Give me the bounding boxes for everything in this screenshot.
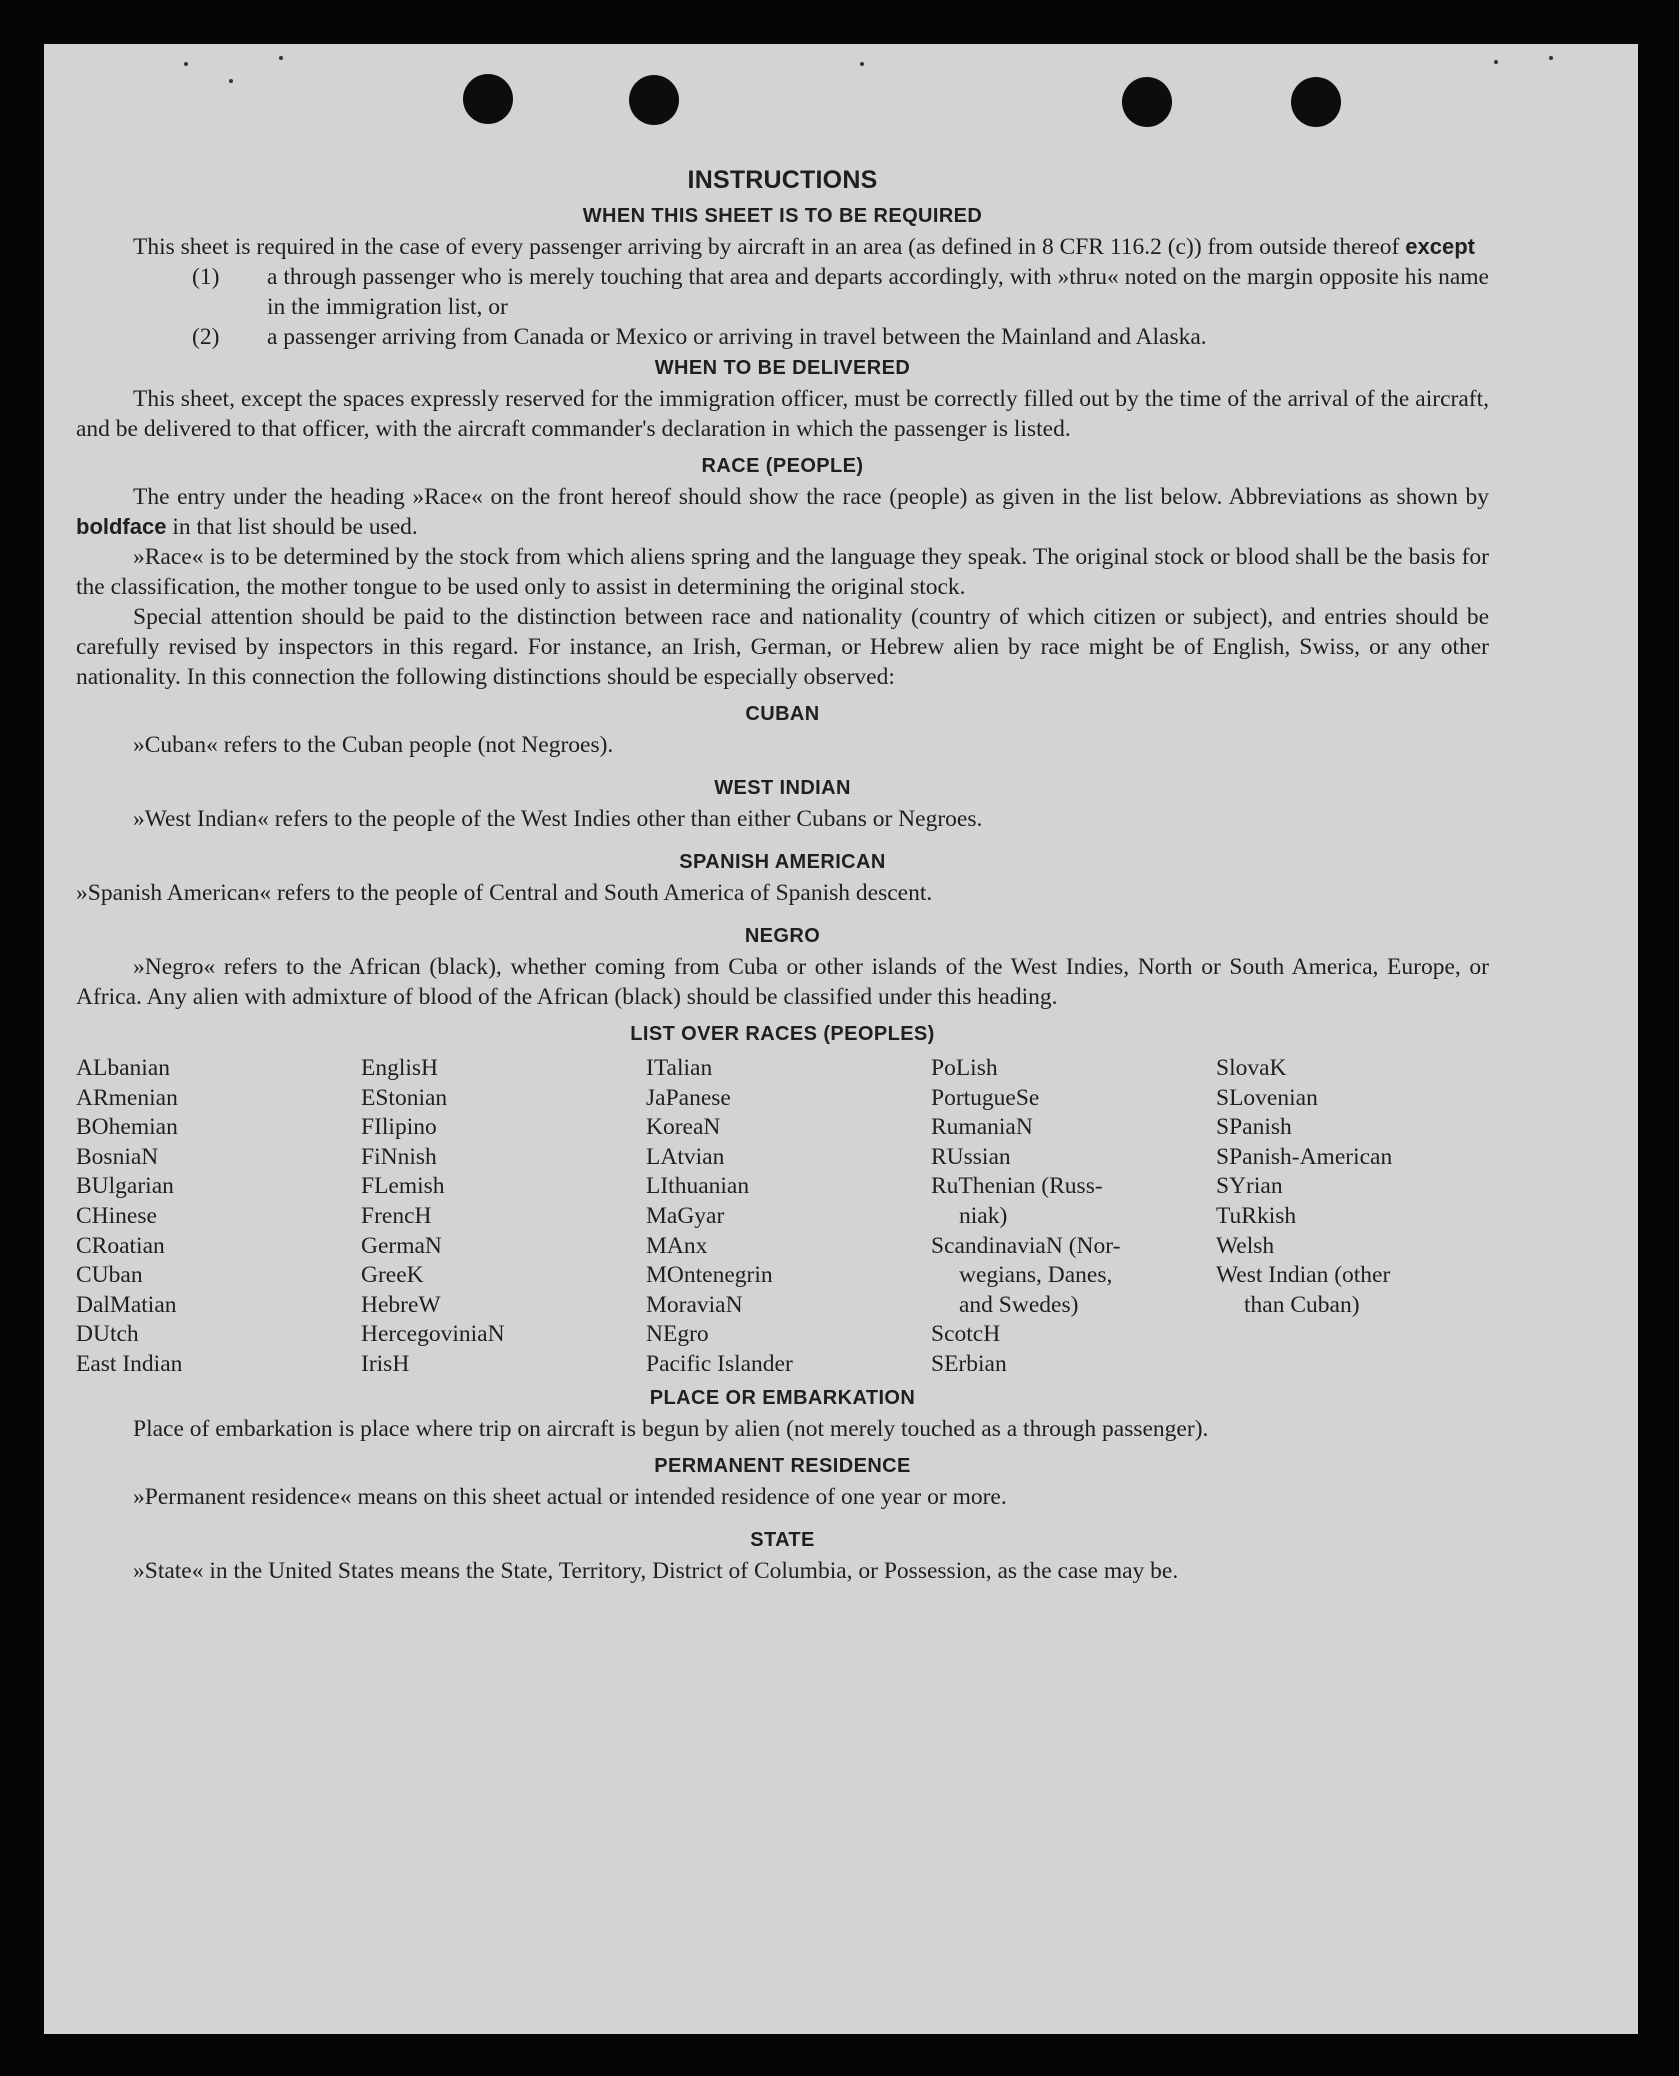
- section-heading-races-list: LIST OVER RACES (PEOPLES): [630, 1023, 935, 1045]
- race-entry: DalMatian: [76, 1291, 177, 1318]
- race-entry: MAnx: [646, 1232, 708, 1259]
- west-indian-text: »West Indian« refers to the people of the West Indies other than either Cubans or Negroes.: [133, 806, 983, 832]
- section-heading-cuban: CUBAN: [745, 703, 820, 725]
- punch-hole: [629, 75, 679, 125]
- dust-speck: [229, 79, 233, 83]
- race-entry: ScandinaviaN (Nor-: [931, 1232, 1121, 1259]
- race-entry: ITalian: [646, 1055, 713, 1081]
- race-entry: GreeK: [361, 1262, 424, 1289]
- race-entry: SPanish: [1216, 1114, 1292, 1141]
- dust-speck: [1494, 60, 1498, 64]
- dust-speck: [184, 62, 188, 66]
- race-entry: GermaN: [361, 1232, 442, 1259]
- race-entry: LIthuanian: [646, 1173, 750, 1200]
- dust-speck: [279, 56, 283, 60]
- race-paragraph-2: »Race« is to be determined by the stock from which aliens spring and the language they speak. The original stock or blood shall be the basis for the classification, the mother tongue to be used only to assist in determining the original stock.: [76, 544, 1489, 600]
- race-entry: SlovaK: [1216, 1055, 1287, 1081]
- section-heading-required: WHEN THIS SHEET IS TO BE REQUIRED: [582, 205, 983, 227]
- race-entry: SLovenian: [1216, 1084, 1318, 1111]
- race-entry: SPanish-American: [1216, 1143, 1393, 1170]
- race-entry: BosniaN: [76, 1143, 159, 1170]
- punch-hole: [463, 74, 513, 124]
- race-entry: CHinese: [76, 1202, 157, 1229]
- races-column: [76, 1054, 361, 1380]
- race-entry: Pacific Islander: [646, 1350, 793, 1377]
- races-column: [361, 1054, 646, 1380]
- race-entry: BUlgarian: [76, 1173, 174, 1200]
- list-item: (1) a through passenger who is merely touching that area and departs accordingly, with »thru« noted on the margin opposite his name in the immigration list, or: [192, 264, 1489, 320]
- race-entry: JaPanese: [646, 1084, 731, 1111]
- races-table: [76, 1054, 1489, 1380]
- cuban-text: »Cuban« refers to the Cuban people (not Negroes).: [133, 732, 614, 758]
- state-text: »State« in the United States means the State, Territory, District of Columbia, or Possession, as the case may be.: [133, 1557, 1179, 1584]
- negro-text: »Negro« refers to the African (black), whether coming from Cuba or other islands of the West Indies, North or South America, Europe, or Africa. Any alien with admixture of blood of the African (black) should be classified under this heading.: [76, 954, 1489, 1010]
- race-entry: ALbanian: [76, 1055, 170, 1081]
- race-entry: MoraviaN: [646, 1291, 743, 1318]
- races-column: [646, 1054, 931, 1380]
- race-entry: EStonian: [361, 1084, 448, 1111]
- section-heading-state: STATE: [750, 1528, 815, 1551]
- race-entry: FLemish: [361, 1173, 445, 1200]
- section-heading-residence: PERMANENT RESIDENCE: [654, 1454, 911, 1477]
- race-entry: RUssian: [931, 1143, 1011, 1170]
- race-entry: niak): [959, 1202, 1008, 1229]
- race-entry: FiNnish: [361, 1143, 437, 1170]
- race-entry: Welsh: [1216, 1232, 1275, 1259]
- race-entry: EnglisH: [361, 1055, 439, 1081]
- race-entry: HebreW: [361, 1291, 441, 1318]
- instructions-content: [76, 160, 1489, 1586]
- race-entry: NEgro: [646, 1321, 709, 1348]
- dust-speck: [860, 62, 864, 66]
- race-entry: IrisH: [361, 1350, 410, 1377]
- race-entry: FIlipino: [361, 1114, 437, 1141]
- race-entry: LAtvian: [646, 1143, 725, 1170]
- race-entry: SYrian: [1216, 1173, 1283, 1200]
- race-entry: KoreaN: [646, 1114, 721, 1141]
- list-item: (2) a passenger arriving from Canada or Mexico or arriving in travel between the Mainland and Alaska.: [192, 324, 1207, 350]
- required-intro: This sheet is required in the case of every passenger arriving by aircraft in an area (as defined in 8 CFR 116.2 (c)) from outside thereof except: [133, 234, 1475, 260]
- spanish-american-text: »Spanish American« refers to the people of Central and South America of Spanish descent.: [76, 880, 933, 906]
- race-entry: SErbian: [931, 1350, 1007, 1377]
- punch-hole: [1122, 77, 1172, 127]
- delivered-text: This sheet, except the spaces expressly reserved for the immigration officer, must be correctly filled out by the time of the arrival of the aircraft, and be delivered to that officer, with the aircraft commander's declaration in which the passenger is listed.: [76, 386, 1489, 442]
- race-entry: RuThenian (Russ-: [931, 1173, 1103, 1200]
- race-entry: HercegoviniaN: [361, 1321, 505, 1348]
- race-entry: PortugueSe: [931, 1084, 1040, 1111]
- document-sheet: [44, 44, 1638, 2034]
- race-entry: ScotcH: [931, 1321, 1001, 1348]
- race-entry: FrencH: [361, 1202, 432, 1229]
- race-entry: wegians, Danes,: [959, 1262, 1113, 1289]
- race-paragraph-1: The entry under the heading »Race« on the front hereof should show the race (people) as given in the list below. Abbreviations as shown by boldface in that list should be used.: [76, 484, 1489, 540]
- section-heading-spanish-american: SPANISH AMERICAN: [679, 851, 886, 873]
- section-heading-race: RACE (PEOPLE): [701, 455, 864, 477]
- race-paragraph-3: Special attention should be paid to the distinction between race and nationality (country of which citizen or subject), and entries should be carefully revised by inspectors in this regard. For instance, an Irish, German, or Hebrew alien by race might be of English, Swiss, or any other nationality. In this connection the following distinctions should be especially observed:: [76, 604, 1489, 690]
- section-heading-negro: NEGRO: [744, 925, 821, 947]
- race-entry: BOhemian: [76, 1114, 178, 1141]
- section-heading-embarkation: PLACE OR EMBARKATION: [649, 1386, 916, 1409]
- race-entry: PoLish: [931, 1055, 998, 1081]
- race-entry: RumaniaN: [931, 1114, 1033, 1141]
- race-entry: TuRkish: [1216, 1202, 1297, 1229]
- race-entry: East Indian: [76, 1350, 183, 1377]
- race-entry: ARmenian: [76, 1084, 178, 1111]
- race-entry: and Swedes): [959, 1291, 1079, 1318]
- punch-hole: [1291, 77, 1341, 127]
- race-entry: MaGyar: [646, 1202, 725, 1229]
- races-column: [1216, 1054, 1501, 1380]
- race-entry: DUtch: [76, 1321, 139, 1348]
- race-entry: CRoatian: [76, 1232, 165, 1259]
- page-title: INSTRUCTIONS: [687, 166, 878, 194]
- section-heading-west-indian: WEST INDIAN: [714, 777, 851, 799]
- race-entry: than Cuban): [1244, 1291, 1360, 1318]
- dust-speck: [1549, 56, 1553, 60]
- residence-text: »Permanent residence« means on this sheet actual or intended residence of one year or more.: [133, 1483, 1007, 1510]
- race-entry: West Indian (other: [1216, 1262, 1391, 1289]
- race-entry: MOntenegrin: [646, 1262, 773, 1289]
- embarkation-text: Place of embarkation is place where trip on aircraft is begun by alien (not merely touched as a through passenger).: [133, 1415, 1209, 1442]
- section-heading-delivered: WHEN TO BE DELIVERED: [654, 357, 911, 379]
- races-column: [931, 1054, 1216, 1380]
- race-entry: CUban: [76, 1262, 143, 1289]
